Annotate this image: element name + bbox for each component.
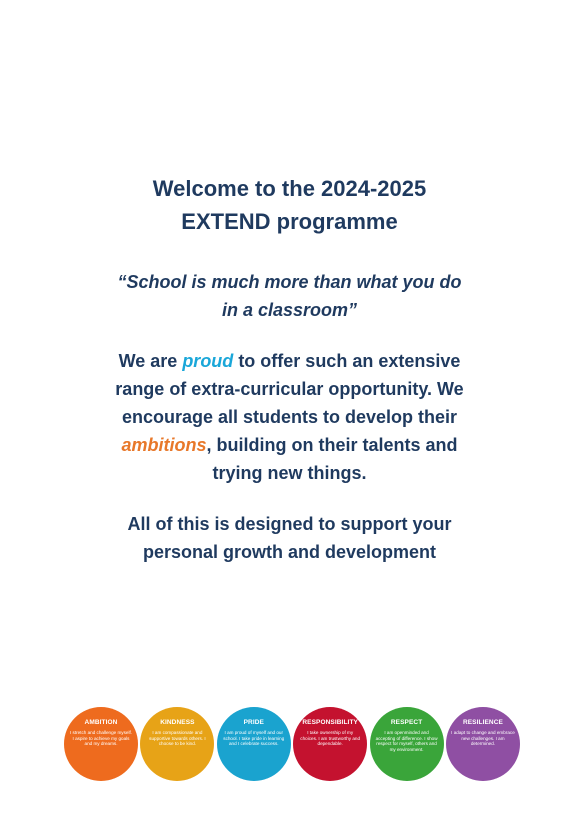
closing-statement [0,510,579,566]
intro-line-4-after: , building on their talents and [206,435,458,455]
value-ambition-circle [64,707,138,781]
value-description: I stretch and challenge myself. I aspire to achieve my goals and my dreams. [69,730,133,747]
intro-line-2: range of extra-curricular opportunity. We [115,379,464,399]
quote [0,268,579,324]
intro-line-3: encourage all students to develop their [121,407,458,427]
value-respect-circle [370,707,444,781]
value-description: I am openminded and accepting of difference. I show respect for myself, others and my environment. [375,730,438,752]
value-description: I am proud of myself and our school. I take pride in learning and I celebrate success. [223,730,285,747]
quote-line-1: “School is much more than what you do [117,272,462,292]
value-title: PRIDE [243,719,264,726]
intro-line-1-after: to offer such an extensive [233,351,461,371]
intro-line-1 [0,347,579,375]
highlight-proud: proud [182,351,234,371]
value-responsibility-circle [293,707,367,781]
intro-line-1-before: We are [118,351,183,371]
value-title: RESPONSIBILITY [302,719,358,726]
value-title: AMBITION [84,719,118,726]
value-title: KINDNESS [160,719,195,726]
value-pride-circle [217,707,291,781]
title-line-1: Welcome to the 2024-2025 [152,176,427,201]
intro-line-4 [0,431,579,459]
closing-line-2: personal growth and development [142,542,437,562]
value-description: I am compassionate and supportive towards others. I choose to be kind. [149,730,206,747]
highlight-ambitions: ambitions [121,435,207,455]
value-kindness-circle [140,707,214,781]
value-title: RESILIENCE [462,719,503,726]
value-description: I take ownership of my choices. I am trustworthy and dependable. [300,730,361,747]
value-description: I adapt to change and embrace new challenges. I am determined. [451,730,515,747]
value-resilience-circle [446,707,520,781]
title-line-2: EXTEND programme [181,209,398,234]
page-title [0,172,579,238]
closing-line-1: All of this is designed to support your [127,514,452,534]
quote-line-2: in a classroom” [221,300,358,320]
value-title: RESPECT [390,719,423,726]
intro-line-5: trying new things. [212,463,367,483]
intro-paragraph [0,347,579,487]
school-values [64,707,520,783]
